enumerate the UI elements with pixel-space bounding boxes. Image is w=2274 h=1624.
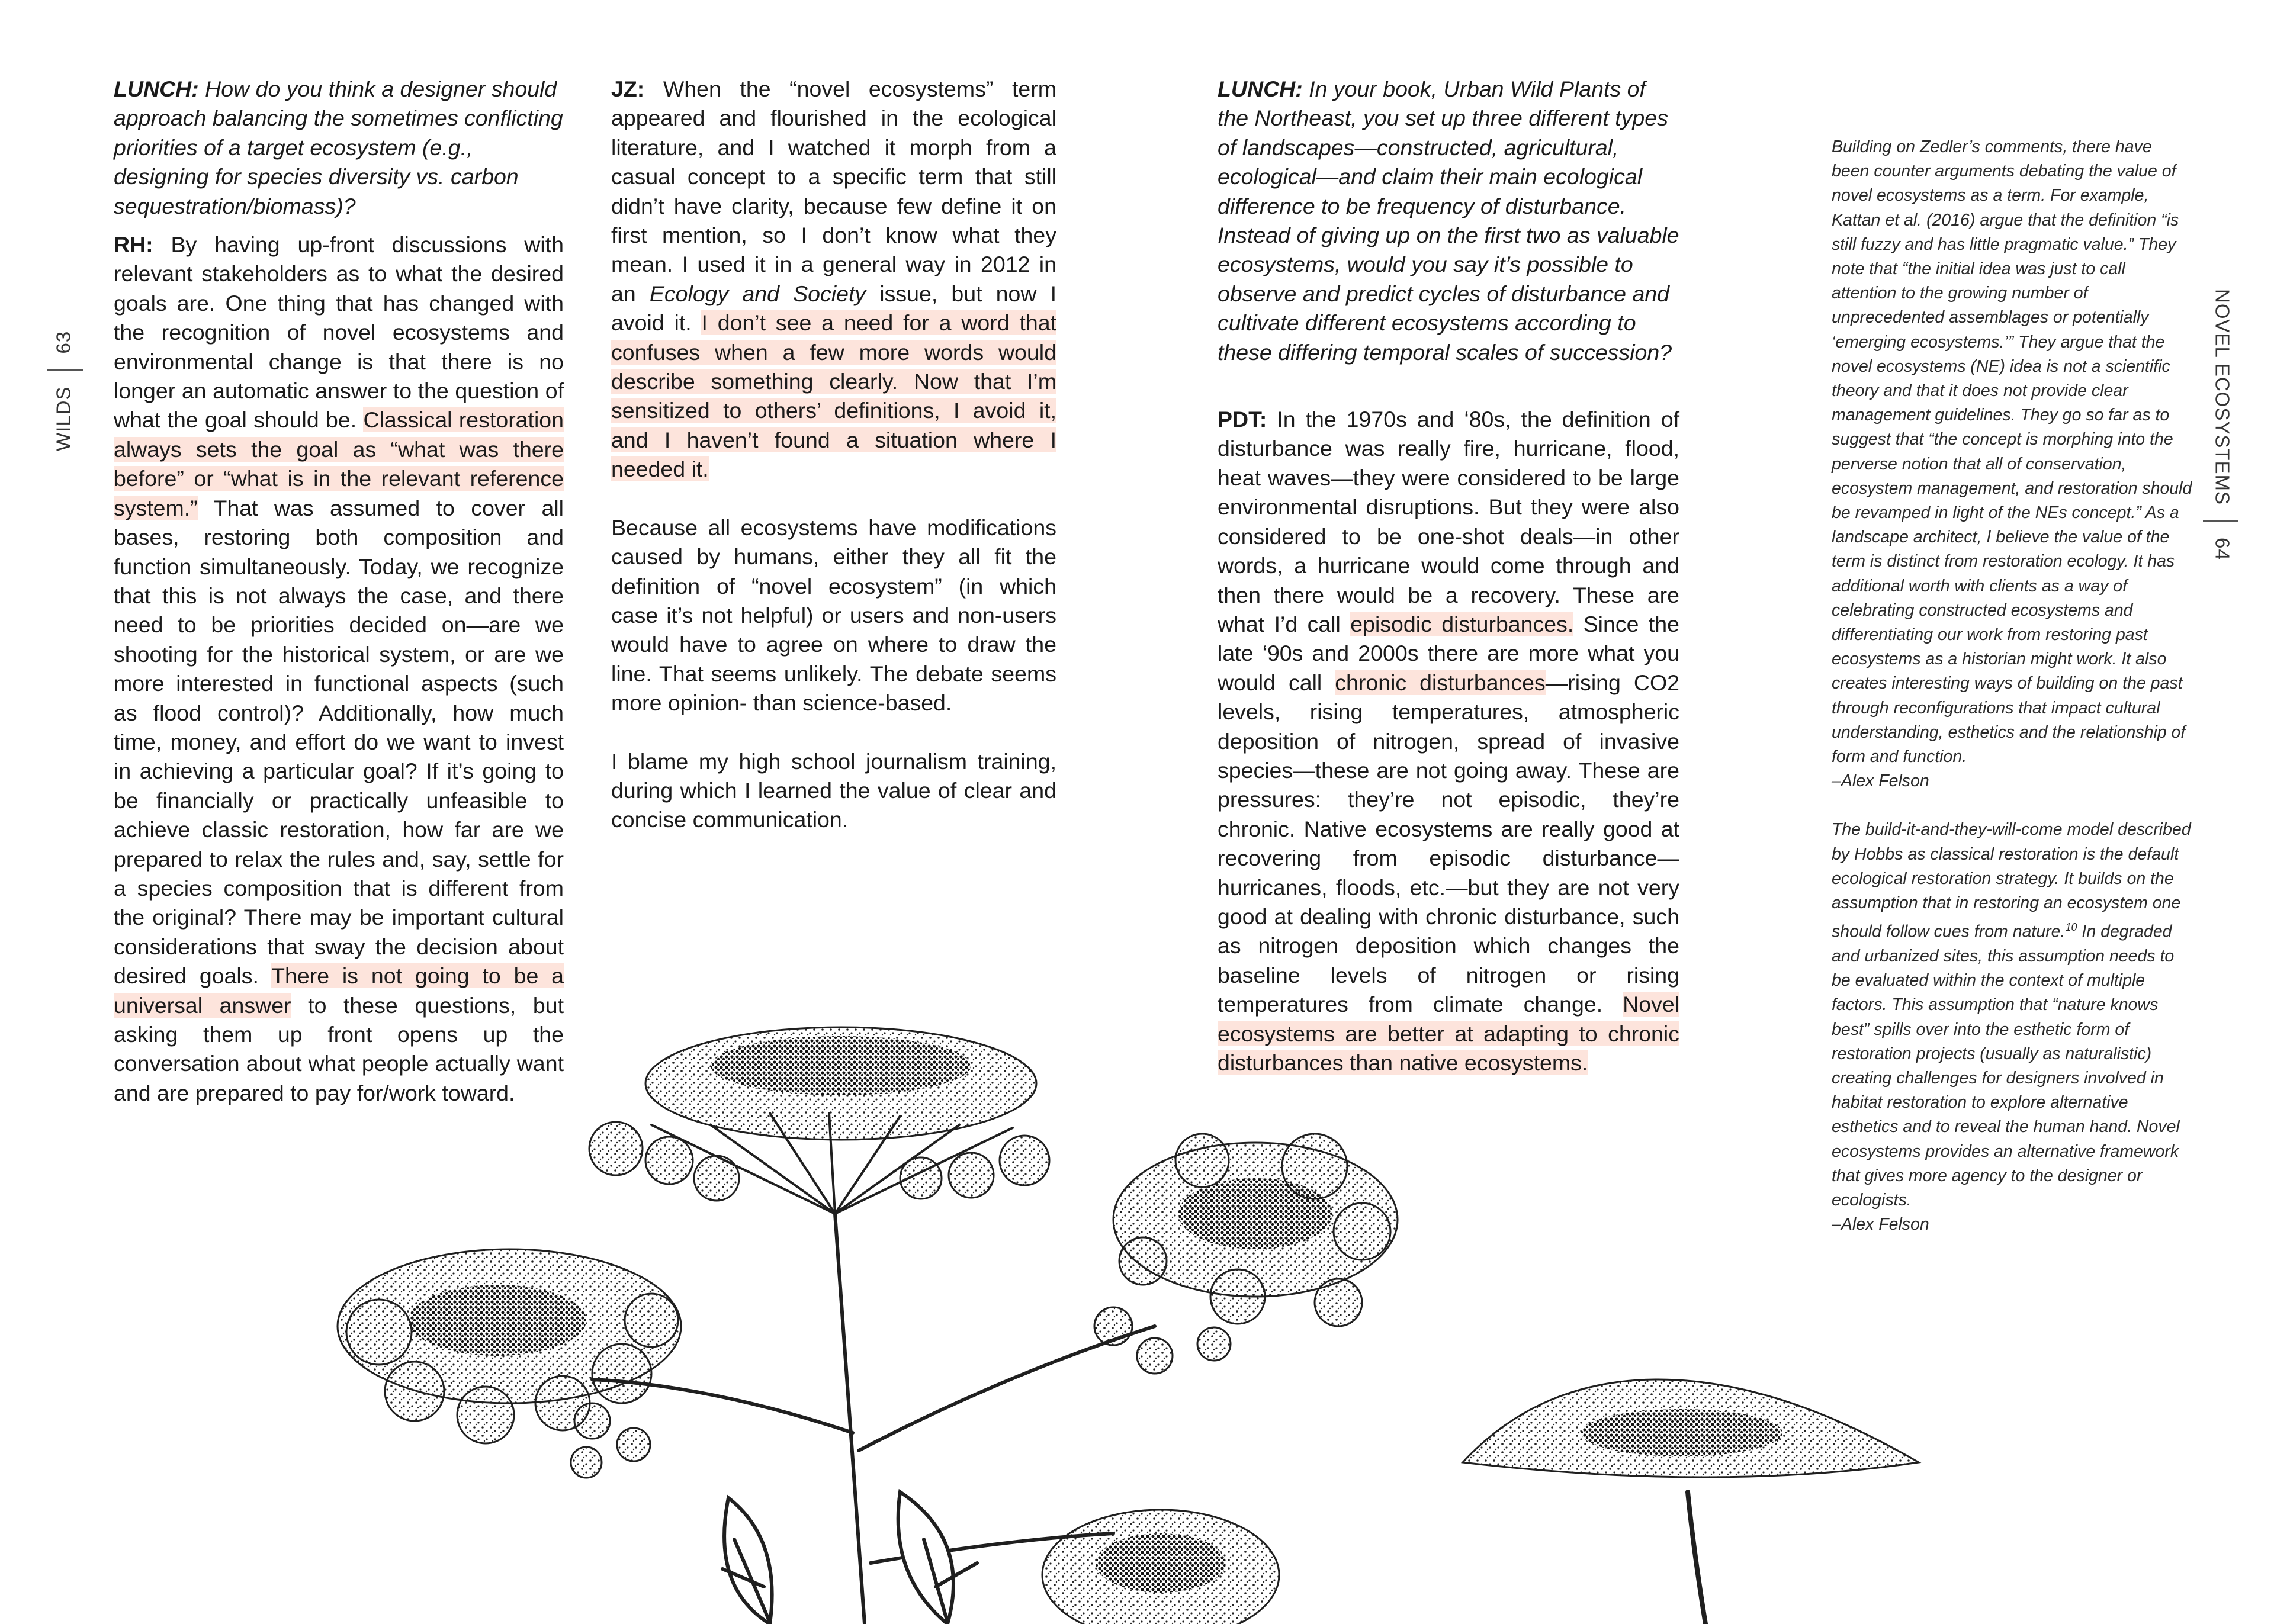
answer-text: —rising CO2 levels, rising temperatures, atmospheric deposition of nitrogen, spread of invasive species—these are not going away. These are pressures: they’re not episodic, they’re chronic. Native ecosystems are really good at recovering from episodic disturbance—hurricanes, floods, etc.—but they are not very good at dealing with chronic disturbance, such as nitrogen deposition which changes the baseline levels of nitrogen or rising temperatures from climate change. (1218, 670, 1679, 1017)
highlighted-text: episodic disturbances. (1350, 611, 1574, 636)
answer-text: That was assumed to cover all bases, restoring both composition and function simultaneously. Today, we recognize that this is not always the case, and there need to be priorities decided on—are we shooting for the historical system, or are we more interested in functional aspects (such as flood control)? Additionally, how much time, money, and effort do we want to invest in achieving a particular goal? If it’s going to be financially or practically unfeasible to achieve classic restoration, how far are we prepared to relax the rules and, say, settle for a species composition that is different from the original? There may be important cultural considerations that sway the decision about desired goals. (114, 495, 564, 989)
folio-page-number: 64 (2211, 538, 2234, 561)
note-signature: –Alex Felson (1832, 1215, 1929, 1234)
folio-section: NOVEL ECOSYSTEMS (2211, 289, 2234, 506)
answer-paragraph: Because all ecosystems have modifications caused by humans, either they all fit the definition of “novel ecosystem” (in which case it’s not helpful) or users and non-users would have to agree on where to draw the line. That seems unlikely. The debate seems more opinion- than science-based. (611, 514, 1056, 716)
answer-text: By having up-front discussions with relevant stakeholders as to what the desired goals are. One thing that has changed with the recognition of novel ecosystems and environmental change is that there is no longer an automatic answer to the question of what the goal should be. (114, 232, 564, 433)
flower-umbel-right (1094, 1134, 1398, 1374)
answer-text: issue, but now I avoid it. (611, 281, 1057, 336)
note-text: The build-it-and-they-will-come model described by Hobbs as classical restoration is the default ecological restoration strategy. It builds on the assumption that in restoring an ecosystem one should follow cues from nature. (1832, 820, 2191, 941)
footnote-reference: 10 (2065, 921, 2077, 934)
flower-umbel-lower (1042, 1510, 1279, 1624)
note-text: Building on Zedler’s comments, there have been counter arguments debating the value of novel ecosystems as a term. For example, Kattan et al. (2016) argue that the definition “is still fuzzy and has little pragmatic value.” They note that “the initial idea was just to call attention to the growing number of unprecedented assemblages or potentially ‘emerging ecosystems.’” They argue that the novel ecosystems (NE) idea is not a scientific theory and that it does not provide clear management guidelines. They go so far as to suggest that “the concept is morphing into the perverse notion that all of conservation, ecosystem management, and restoration should be revamped in light of the NEs concept.” As a landscape architect, I believe the value of the term is distinct from restoration ecology. It has additional worth with clients as a way of celebrating constructed ecosystems and differentiating our work from restoring past ecosystems as a historian might work. It also creates interesting ways of building on the past through reconfigurations that impact cultural understanding, esthetics and the relationship of form and function. (1832, 137, 2192, 767)
speaker-label: LUNCH: (1218, 76, 1303, 101)
answer-paragraph: I blame my high school journalism training, during which I learned the value of clear and concise communication. (611, 748, 1056, 832)
folio-section: WILDS (52, 386, 75, 451)
answer-text: In the 1970s and ‘80s, the definition of disturbance was really fire, hurricane, flood, heat waves—they were considered to be large environmental disruptions. But they were also considered to be one-shot deals—in other words, a hurricane would come through and then there would be a recovery. These are what I’d call (1218, 407, 1679, 636)
folio-page-number: 63 (52, 330, 75, 354)
speaker-label: RH: (114, 232, 153, 258)
answer-text: Since the late ‘90s and 2000s there are more what you would call (1218, 611, 1679, 695)
journal-title: Ecology and Society (649, 281, 866, 306)
highlighted-text: I don’t see a need for a word that confuses when a few more words would describe something clearly. Now that I’m sensitized to others’ definitions, I avoid it, and I haven’t found a situation where I needed it. (611, 310, 1056, 482)
note-text: In degraded and urbanized sites, this assumption needs to be evaluated within the context of multiple factors. This assumption that “nature knows best” spills over into the esthetic form of restoration projects (usually as naturalistic) creating challenges for designers involved in habitat restoration to explore alternative esthetics and to reveal the human hand. Novel ecosystems provides an alternative framework that gives more agency to the designer or ecologists. (1832, 922, 2180, 1210)
answer-text: When the “novel ecosystems” term appeared and flourished in the ecological literature, and I watched it morph from a casual concept to a specific term that still didn’t have clarity, because few define it on first mention, so I don’t know what they mean. I used it in a general way in 2012 in an (611, 76, 1056, 306)
question-text: In your book, Urban Wild Plants of the Northeast, you set up three different types of landscapes—constructed, agricultural, ecological—and claim their main ecological difference to be frequency of disturbance. Instead of giving up on the first two as valuable ecosystems, would you say it’s possible to observe and predict cycles of disturbance and cultivate different ecosystems according to these differing temporal scales of succession? (1218, 76, 1679, 365)
highlighted-text: There is not going to be a universal answer (114, 963, 564, 1018)
speaker-label: JZ: (611, 76, 645, 101)
flower-umbel-far-right (1463, 1379, 1919, 1624)
highlighted-text: Classical restoration always sets the goal as “what was there before” or “what is in the relevant reference system.” (114, 407, 564, 520)
note-signature: –Alex Felson (1832, 771, 1929, 791)
speaker-label: PDT: (1218, 407, 1267, 432)
question-text: How do you think a designer should approach balancing the sometimes conflicting priorities of a target ecosystem (e.g., designing for species diversity vs. carbon sequestration/biomass)? (114, 76, 563, 218)
speaker-label: LUNCH: (114, 76, 199, 101)
highlighted-text: chronic disturbances (1335, 670, 1546, 695)
flower-umbel-top (589, 1027, 1049, 1214)
answer-text: to these questions, but asking them up front opens up the conversation about what people actually want and are prepared to pay for/work toward. (114, 992, 564, 1105)
highlighted-text: Novel ecosystems are better at adapting to chronic disturbances than native ecosystems. (1218, 992, 1680, 1075)
flower-umbel-left (338, 1249, 681, 1478)
